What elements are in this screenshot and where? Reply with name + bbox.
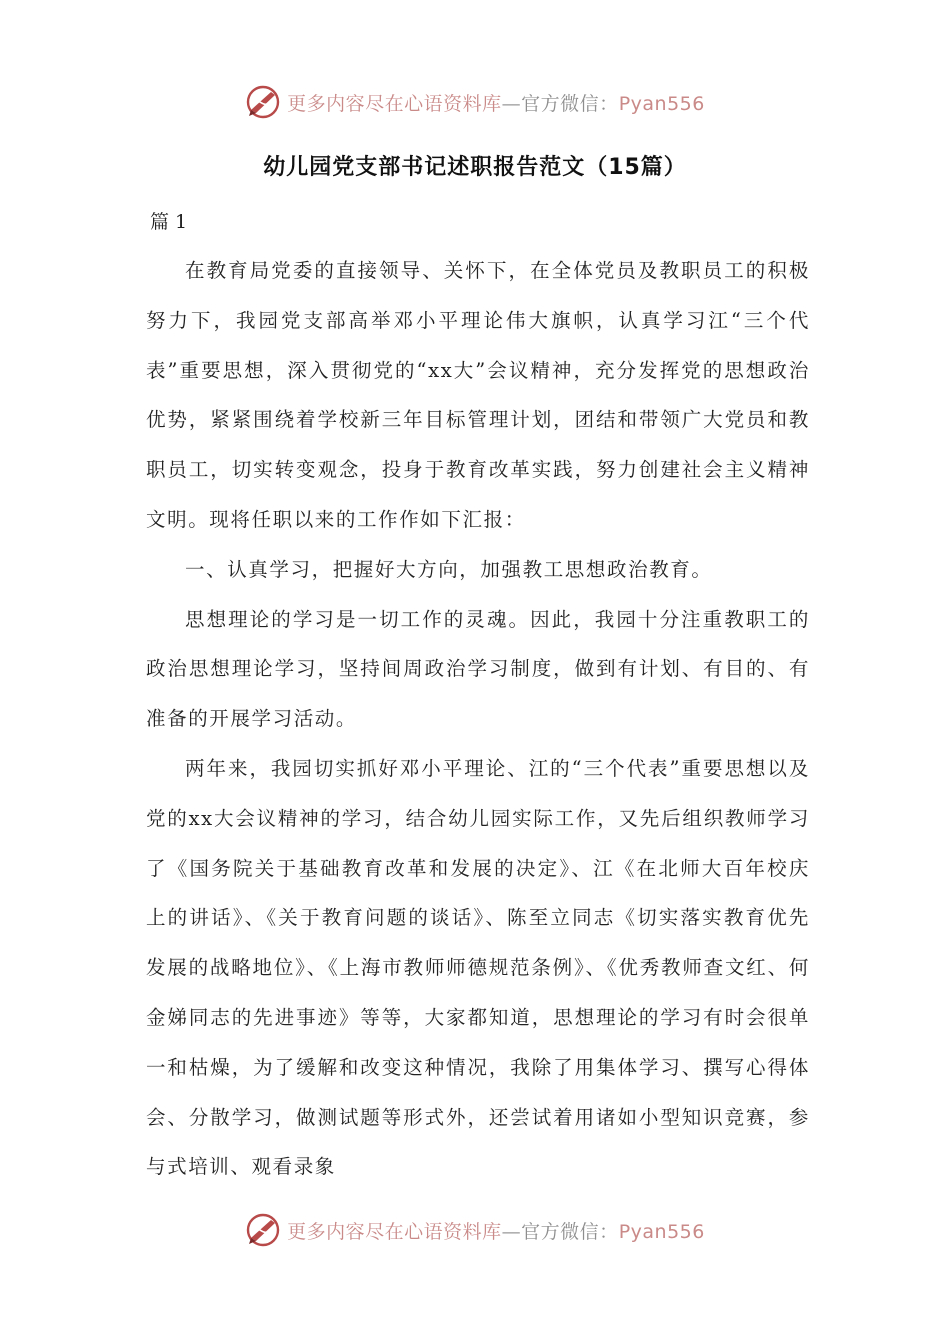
watermark-banner-bottom bbox=[0, 1210, 950, 1250]
watermark-text: 更多内容尽在心语资料库—官方微信：Pyan556 bbox=[287, 92, 705, 115]
watermark-text: 更多内容尽在心语资料库—官方微信：Pyan556 bbox=[287, 1220, 705, 1243]
document-body bbox=[146, 246, 810, 1192]
paragraph-study: 两年来，我园切实抓好邓小平理论、江的“三个代表”重要思想以及党的xx大会议精神的学习，结合幼儿园实际工作，又先后组织教师学习了《国务院关于基础教育改革和发展的决定》、江《在北师大百年校庆上的讲话》、《关于教育问题的谈话》、陈至立同志《切实落实教育优先发展的战略地位》、《上海市教师师德规范条例》、《优秀教师查文红、何金娣同志的先进事迹》等等，大家都知道，思想理论的学习有时会很单一和枯燥，为了缓解和改变这种情况，我除了用集体学习、撰写心得体会、分散学习，做测试题等形式外，还尝试着用诸如小型知识竞赛，参与式培训、观看录象 bbox=[146, 756, 810, 1179]
pen-logo-icon bbox=[245, 84, 281, 120]
pen-logo-icon bbox=[245, 1212, 281, 1248]
paragraph-intro: 在教育局党委的直接领导、关怀下，在全体党员及教职员工的积极努力下，我园党支部高举邓小平理论伟大旗帜，认真学习江“三个代表”重要思想，深入贯彻党的“xx大”会议精神，充分发挥党的思想政治优势，紧紧围绕着学校新三年目标管理计划，团结和带领广大党员和教职员工，切实转变观念，投身于教育改革实践，努力创建社会主义精神文明。现将任职以来的工作作如下汇报： bbox=[146, 259, 810, 531]
watermark-banner-top bbox=[0, 82, 950, 122]
document-title: 幼儿园党支部书记述职报告范文（15篇） bbox=[263, 155, 687, 180]
paragraph-theory: 思想理论的学习是一切工作的灵魂。因此，我园十分注重教职工的政治思想理论学习，坚持间周政治学习制度，做到有计划、有目的、有准备的开展学习活动。 bbox=[146, 607, 810, 731]
section-label: 篇 1 bbox=[150, 211, 188, 233]
paragraph-heading-one: 一、认真学习，把握好大方向，加强教工思想政治教育。 bbox=[185, 557, 713, 581]
